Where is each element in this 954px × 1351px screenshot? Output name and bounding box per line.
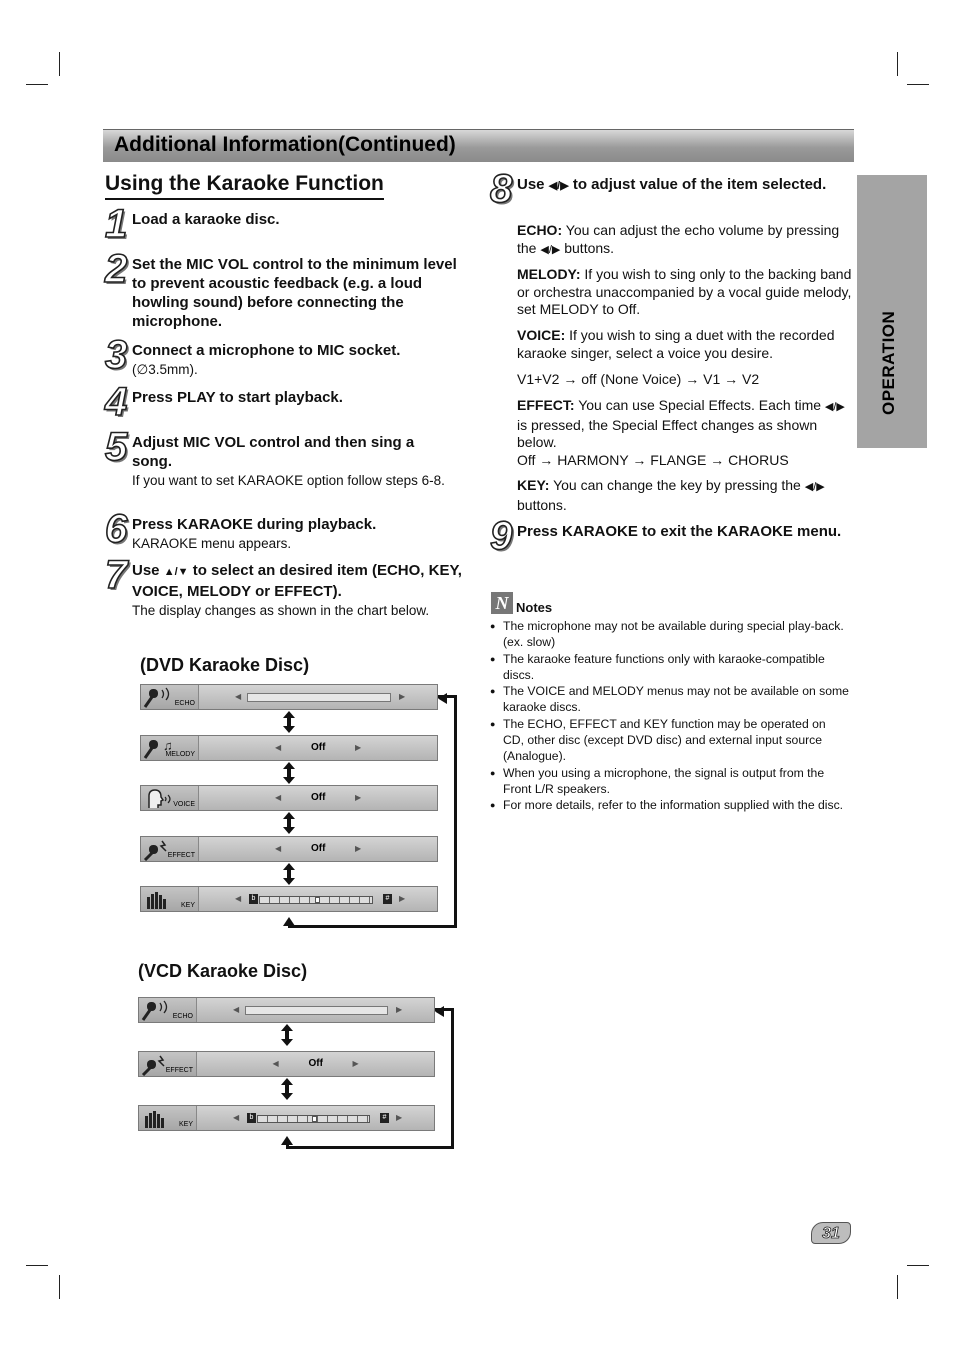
left-arrow-icon[interactable]: ◀	[235, 894, 242, 903]
menu-icon-cell	[139, 998, 197, 1022]
menu-icon-cell	[139, 1106, 197, 1130]
left-arrow-icon[interactable]: ◀	[275, 793, 282, 802]
right-arrow-icon[interactable]: ▶	[352, 1059, 359, 1068]
step-title: Connect a microphone to MIC socket.	[132, 342, 401, 359]
menu-item-value: Off	[308, 1058, 323, 1069]
loop-line-right	[454, 695, 457, 928]
key-level-track[interactable]	[259, 896, 373, 904]
crop-mark	[897, 1275, 898, 1299]
flat-symbol: b	[247, 1113, 256, 1123]
step-5	[105, 425, 452, 489]
up-down-arrow-icon	[283, 711, 295, 733]
dvd-bar-effect[interactable]	[140, 836, 438, 862]
step-4	[105, 380, 462, 424]
left-arrow-icon[interactable]: ◀	[275, 843, 282, 853]
note-item: ● The karaoke feature functions only with karaoke-compatible discs.	[490, 651, 850, 684]
effect-desc: EFFECT: You can use Special Effects. Each time ◀/▶ is pressed, the Special Effect changes as shown below. Off → HARMONY → FLANGE → CHORUS	[517, 397, 845, 468]
note-item: ● The microphone may not be available during special play-back. (ex. slow)	[490, 618, 850, 651]
dvd-chart-title: (DVD Karaoke Disc)	[140, 655, 310, 675]
key-level-marker	[312, 1116, 317, 1122]
loop-arrow-head	[281, 1132, 293, 1141]
menu-icon-cell	[141, 685, 199, 709]
right-arrow-icon[interactable]: ▶	[396, 1113, 403, 1122]
step-subtext: The display changes as shown in the chart below.	[132, 603, 430, 618]
loop-line-right	[451, 1008, 454, 1149]
menu-icon-cell	[141, 786, 199, 810]
step-3	[105, 333, 462, 378]
menu-item-label: MELODY	[165, 750, 195, 758]
step-number: 1	[105, 202, 128, 246]
loop-line-bottom	[288, 925, 457, 928]
notes-title: Notes	[516, 600, 553, 615]
step-number: 9	[490, 514, 513, 558]
sharp-symbol: #	[380, 1113, 389, 1123]
crop-mark	[907, 1265, 929, 1266]
flat-symbol: b	[249, 894, 258, 904]
melody-desc: MELODY: If you wish to sing only to the backing band or orchestra unaccompanied by a vocal guide melody, set MELODY to Off.	[517, 266, 852, 317]
menu-item-label: ECHO	[172, 1013, 193, 1020]
step-subtext: (∅3.5mm).	[132, 362, 198, 377]
step-number: 6	[105, 507, 128, 551]
right-arrow-icon[interactable]: ▶	[396, 1005, 403, 1014]
page-number: 31	[811, 1222, 851, 1244]
dvd-bar-voice[interactable]	[140, 785, 438, 811]
step-title	[132, 561, 462, 601]
side-tab-label: OPERATION	[879, 310, 898, 415]
note-item: ● When you using a microphone, the signal is output from the Front L/R speakers.	[490, 765, 850, 798]
step-title-pre: Use	[132, 562, 160, 579]
step-title: Adjust MIC VOL control and then sing a song.	[132, 434, 415, 470]
up-down-arrow-icon	[283, 762, 295, 784]
dvd-bar-key[interactable]	[140, 886, 438, 912]
step-title: Press PLAY to start playback.	[132, 389, 343, 406]
key-level-track[interactable]	[257, 1115, 370, 1123]
menu-icon-cell	[141, 887, 199, 911]
section-banner	[103, 129, 854, 162]
step-8	[490, 167, 847, 211]
left-arrow-icon[interactable]: ◀	[272, 1059, 279, 1068]
dvd-bar-echo[interactable]	[140, 684, 438, 710]
voice-desc: VOICE: If you wish to sing a duet with the recorded karaoke singer, select a voice you desire.	[517, 327, 835, 361]
key-desc: KEY: You can change the key by pressing the ◀/▶ buttons.	[517, 477, 825, 513]
step-number: 5	[105, 425, 128, 469]
right-arrow-icon[interactable]: ▶	[355, 843, 362, 853]
echo-level-slider[interactable]	[247, 693, 391, 702]
menu-item-label: KEY	[180, 902, 195, 909]
page-title: Using the Karaoke Function	[105, 172, 384, 200]
left-arrow-icon[interactable]: ◀	[235, 692, 242, 701]
left-arrow-icon[interactable]: ◀	[275, 742, 282, 752]
step-title: Press KARAOKE during playback.	[132, 516, 377, 533]
vcd-bar-key[interactable]	[138, 1105, 435, 1131]
menu-item-label: ECHO	[174, 700, 195, 707]
crop-mark	[26, 1265, 48, 1266]
right-arrow-icon[interactable]: ▶	[355, 793, 362, 802]
step-number: 3	[105, 333, 128, 377]
crop-mark	[897, 52, 898, 76]
step-title: Load a karaoke disc.	[132, 211, 280, 228]
vcd-chart-title: (VCD Karaoke Disc)	[138, 961, 308, 981]
loop-arrow-head-left	[435, 1004, 444, 1015]
note-item: ● The VOICE and MELODY menus may not be available on some karaoke discs.	[490, 683, 850, 716]
note-item: ● The ECHO, EFFECT and KEY function may be operated on CD, other disc (except DVD disc) and external input source (Analogue).	[490, 716, 850, 765]
menu-icon-cell	[141, 837, 199, 861]
left-right-arrow-icon: ◀/▶	[548, 180, 569, 192]
left-right-arrow-icon: ◀/▶	[540, 243, 561, 256]
sharp-symbol: #	[383, 894, 392, 904]
step-title: Press KARAOKE to exit the KARAOKE menu.	[517, 523, 842, 540]
step-number: 8	[490, 167, 513, 211]
up-down-arrow-icon: ▲/▼	[163, 566, 189, 578]
step-title: Use ◀/▶ to adjust value of the item selected.	[517, 176, 827, 193]
left-arrow-icon[interactable]: ◀	[233, 1113, 240, 1122]
banner-title: Additional Information(Continued)	[114, 133, 456, 156]
crop-mark	[907, 84, 929, 85]
menu-item-label: EFFECT	[165, 1067, 193, 1074]
menu-item-value: Off	[311, 842, 326, 854]
left-right-arrow-icon: ◀/▶	[824, 401, 845, 413]
loop-arrow-head-left	[438, 691, 447, 702]
up-down-arrow-icon	[281, 1078, 293, 1100]
step-number: 7	[105, 553, 128, 597]
loop-line-bottom	[286, 1146, 455, 1149]
echo-desc: ECHO: You can adjust the echo volume by pressing the ◀/▶ buttons.	[517, 222, 840, 256]
menu-icon-cell	[139, 1052, 197, 1076]
crop-mark	[59, 52, 60, 76]
vcd-bar-effect[interactable]	[138, 1051, 435, 1077]
left-arrow-icon[interactable]: ◀	[233, 1005, 240, 1014]
right-arrow-icon[interactable]: ▶	[399, 894, 406, 903]
step-2	[105, 247, 467, 331]
step-number: 2	[105, 247, 128, 291]
step-title: Set the MIC VOL control to the minimum level to prevent acoustic feedback (e.g. a loud howling sound) before connecting the microphone.	[132, 256, 457, 330]
step-1	[105, 202, 462, 246]
vcd-bar-echo[interactable]	[138, 997, 435, 1023]
up-down-arrow-icon	[283, 863, 295, 885]
voice-sequence: V1+V2 → off (None Voice) → V1 → V2	[517, 371, 760, 387]
dvd-bar-melody[interactable]	[140, 735, 438, 761]
step-number: 4	[105, 380, 128, 424]
notes-icon: N	[491, 592, 513, 614]
svg-text:♫: ♫	[163, 737, 173, 753]
up-down-arrow-icon	[283, 812, 295, 834]
loop-arrow-head	[283, 913, 295, 922]
menu-item-label: KEY	[178, 1121, 193, 1128]
step-title-post: to select an desired item (ECHO, KEY, VOICE, MELODY or EFFECT).	[132, 562, 462, 600]
right-arrow-icon[interactable]: ▶	[399, 692, 406, 701]
crop-mark	[59, 1275, 60, 1299]
step-7	[105, 553, 462, 619]
notes-list	[490, 618, 850, 814]
step-9	[490, 514, 847, 558]
side-tab	[857, 175, 927, 448]
key-level-marker	[315, 897, 320, 903]
left-right-arrow-icon: ◀/▶	[804, 481, 825, 493]
menu-item-value: Off	[311, 741, 326, 753]
right-arrow-icon[interactable]: ▶	[355, 742, 362, 752]
echo-level-slider[interactable]	[245, 1006, 388, 1015]
step-subtext: If you want to set KARAOKE option follow steps 6-8.	[132, 473, 445, 488]
crop-mark	[26, 84, 48, 85]
step-6	[105, 507, 462, 552]
menu-item-label: EFFECT	[167, 851, 195, 859]
effect-sequence: Off → HARMONY → FLANGE → CHORUS	[517, 451, 789, 468]
step-subtext: KARAOKE menu appears.	[132, 536, 292, 551]
note-item: ● For more details, refer to the information supplied with the disc.	[490, 797, 850, 813]
menu-icon-cell	[141, 736, 199, 760]
menu-item-value: Off	[311, 792, 326, 803]
menu-item-label: VOICE	[173, 801, 195, 808]
up-down-arrow-icon	[281, 1024, 293, 1046]
